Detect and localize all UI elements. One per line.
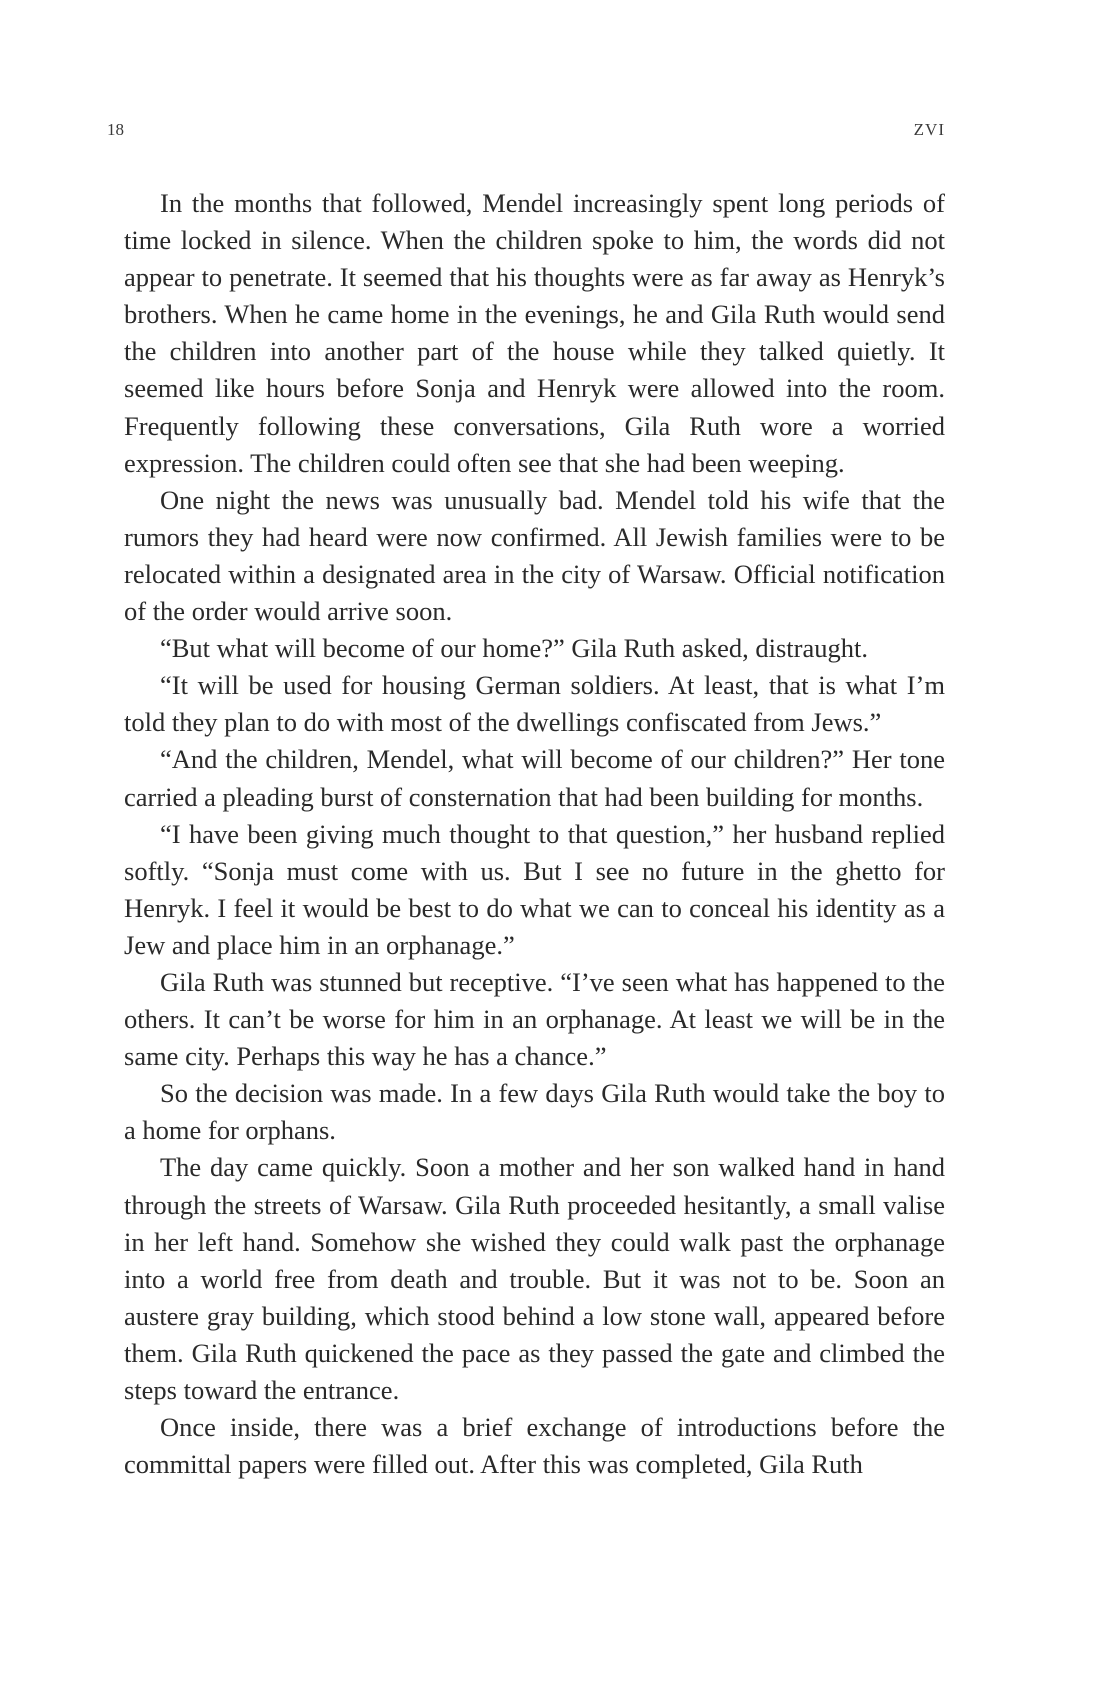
paragraph: “And the children, Mendel, what will become of our children?” Her tone carried a pleading burst of consternation that had been building for months.	[124, 744, 945, 812]
page-number: 18	[107, 120, 124, 139]
paragraph: “It will be used for housing German soldiers. At least, that is what I’m told they plan to do with most of the dwellings confiscated from Jews.”	[124, 670, 945, 738]
paragraph: So the decision was made. In a few days Gila Ruth would take the boy to a home for orphans.	[124, 1078, 945, 1146]
paragraph: The day came quickly. Soon a mother and her son walked hand in hand through the streets of Warsaw. Gila Ruth proceeded hesitantly, a small valise in her left hand. Somehow she wished they could walk past the orphanage into a world free from death and trouble. But it was not to be. Soon an austere gray building, which stood behind a low stone wall, appeared before them. Gila Ruth quickened the pace as they passed the gate and climbed the steps toward the entrance.	[124, 1152, 945, 1405]
paragraph: Once inside, there was a brief exchange of introductions before the committal papers were filled out. After this was completed, Gila Ruth	[124, 1412, 945, 1480]
paragraph: “But what will become of our home?” Gila Ruth asked, distraught.	[160, 633, 868, 664]
running-head	[107, 120, 945, 144]
body-text	[124, 185, 945, 1483]
chapter-title: ZVI	[913, 120, 945, 139]
paragraph: Gila Ruth was stunned but receptive. “I’ve seen what has happened to the others. It can’t be worse for him in an orphanage. At least we will be in the same city. Perhaps this way he has a chance.”	[124, 966, 945, 1072]
paragraph: In the months that followed, Mendel increasingly spent long periods of time locked in silence. When the children spoke to him, the words did not appear to penetrate. It seemed that his thoughts were as far away as Henryk’s brothers. When he came home in the evenings, he and Gila Ruth would send the children into another part of the house while they talked quietly. It seemed like hours before Sonja and Henryk were allowed into the room. Frequently following these conversations, Gila Ruth wore a worried expression. The children could often see that she had been weeping.	[124, 188, 945, 478]
paragraph: One night the news was unusually bad. Mendel told his wife that the rumors they had heard were now confirmed. All Jewish families were to be relocated within a designated area in the city of Warsaw. Official notification of the order would arrive soon.	[124, 484, 945, 627]
paragraph: “I have been giving much thought to that question,” her husband replied softly. “Sonja must come with us. But I see no future in the ghetto for Henryk. I feel it would be best to do what we can to conceal his identity as a Jew and place him in an orphanage.”	[124, 818, 945, 960]
